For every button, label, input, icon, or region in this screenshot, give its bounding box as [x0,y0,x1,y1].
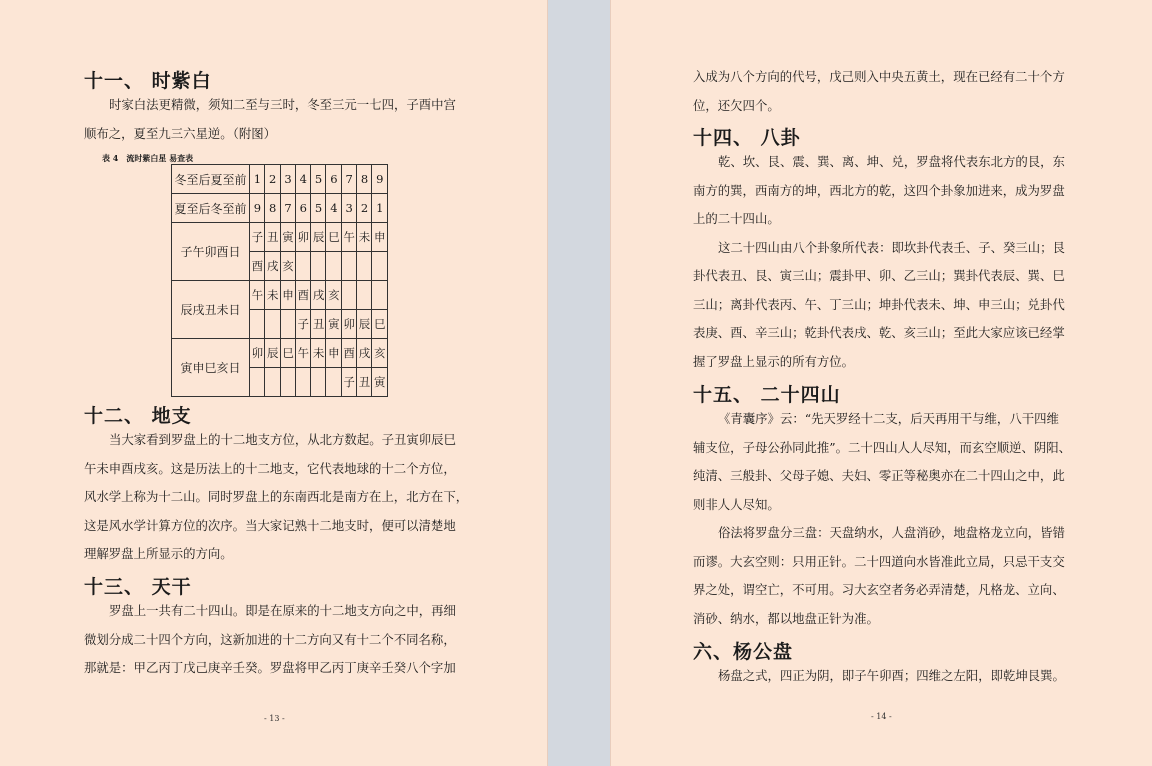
table-cell: 戌 [357,339,372,368]
table-row [172,223,388,252]
table-cell: 未 [265,281,280,310]
table-cell: 辰 [311,223,326,252]
table-cell: 2 [357,194,372,223]
table-cell [250,310,265,339]
table-cell [326,252,341,281]
text-line: 乾、坎、艮、震、巽、离、坤、兑，罗盘将代表东北方的艮，东 [718,154,1065,169]
table-cell: 子 [295,310,310,339]
table-cell: 丑 [311,310,326,339]
section-15-heading: 十五、 二十四山 [693,384,841,406]
row-header: 辰戌丑未日 [172,281,250,339]
section-15-text [693,405,1071,633]
table-row [172,165,388,194]
table-cell: 1 [372,194,387,223]
table-cell: 9 [372,165,387,194]
table-cell: 寅 [372,368,387,397]
table-cell [372,281,387,310]
text-line: 表庚、酉、辛三山；乾卦代表戌、乾、亥三山；至此大家应该已经掌 [693,325,1065,340]
table-cell: 午 [250,281,265,310]
text-line: 《青囊序》云：“先天罗经十二支，后天再用干与维，八干四维 [718,411,1059,426]
table-cell [295,368,310,397]
table-row [172,281,388,310]
table-cell: 巳 [280,339,295,368]
table-cell: 申 [280,281,295,310]
table-cell: 亥 [372,339,387,368]
table-cell: 6 [295,194,310,223]
table-cell [265,368,280,397]
table-cell: 5 [311,165,326,194]
table-cell: 7 [280,194,295,223]
text-line: 这是风水学计算方位的次序。当大家记熟十二地支时，便可以清楚地 [84,517,456,533]
section-16-text [693,662,1065,691]
table-cell [372,252,387,281]
table-cell [341,252,356,281]
table-cell: 辰 [357,310,372,339]
table-cell: 8 [357,165,372,194]
table-cell: 子 [341,368,356,397]
text-line: 风水学上称为十二山。同时罗盘上的东南西北是南方在上，北方在下， [84,489,469,504]
table-cell [311,252,326,281]
table-cell: 寅 [326,310,341,339]
text-line: 辅支位，子母公孙同此推”。二十四山人人尽知，而玄空顺逆、阴阳、 [693,439,1072,455]
table-cell [341,281,356,310]
section-13-heading: 十三、 天干 [84,576,192,598]
table-cell: 酉 [250,252,265,281]
text-line: 则非人人尽知。 [693,496,780,512]
table-cell [295,252,310,281]
section-12-heading: 十二、 地支 [84,405,192,427]
row-header: 寅申巳亥日 [172,339,250,397]
text-line: 理解罗盘上所显示的方向。 [84,546,233,561]
table-cell: 1 [250,165,265,194]
text-line: 俗法将罗盘分三盘：天盘纳水，人盘消砂，地盘格龙立向，皆错 [718,525,1065,540]
text-line: 消砂、纳水，都以地盘正针为准。 [693,610,879,626]
section-12-text [84,426,468,569]
row-header: 冬至后夏至前 [172,165,250,194]
table-cell: 申 [372,223,387,252]
table-row [172,339,388,368]
purple-white-star-table [171,164,388,397]
table-cell: 酉 [295,281,310,310]
text-line: 卦代表丑、艮、寅三山；震卦甲、卯、乙三山；巽卦代表辰、巽、巳 [693,268,1065,283]
page-13 [0,0,548,766]
table-cell: 午 [295,339,310,368]
text-line: 这二十四山由八个卦象所代表：即坎卦代表壬、子、癸三山；艮 [718,239,1065,255]
section-16-heading: 六、杨公盘 [693,641,794,663]
table-cell: 申 [326,339,341,368]
page-number: - 13 - [264,714,285,723]
table-cell: 7 [341,165,356,194]
table-cell: 寅 [280,223,295,252]
page-number: - 14 - [871,712,892,721]
page-14 [610,0,1152,766]
row-header: 子午卯酉日 [172,223,250,281]
text-line: 当大家看到罗盘上的十二地支方位，从北方数起。子丑寅卯辰巳 [109,432,456,447]
section-11-heading: 十一、 时紫白 [84,70,212,92]
table-cell: 巳 [372,310,387,339]
text-line: 入成为八个方向的代号，戊己则入中央五黄土，现在已经有二十个方 [693,69,1065,84]
table-cell: 亥 [280,252,295,281]
table-cell: 8 [265,194,280,223]
table-cell [250,368,265,397]
table-cell: 戌 [265,252,280,281]
table-cell: 巳 [326,223,341,252]
text-line: 微划分成二十四个方向，这新加进的十二方向又有十二个不同名称， [84,631,456,647]
table-cell: 卯 [295,223,310,252]
table-cell: 午 [341,223,356,252]
table-cell: 3 [280,165,295,194]
section-14-heading: 十四、 八卦 [693,127,801,149]
table-cell: 辰 [265,339,280,368]
table-cell: 4 [326,194,341,223]
table-cell [357,281,372,310]
table-cell: 卯 [250,339,265,368]
table-cell [311,368,326,397]
table-cell: 酉 [341,339,356,368]
page-gap [548,0,610,766]
table-cell: 子 [250,223,265,252]
text-line: 三山；离卦代表丙、午、丁三山；坤卦代表未、坤、申三山；兑卦代 [693,296,1065,312]
text-line: 上的二十四山。 [693,211,780,226]
table-cell: 亥 [326,281,341,310]
table-cell: 丑 [357,368,372,397]
table-caption: 表 4 流时紫白星 易查表 [102,153,194,163]
text-line: 而谬。大玄空则：只用正针。二十四道向水皆准此立局，只忌干支交 [693,553,1065,569]
text-line: 位，还欠四个。 [693,97,780,113]
table-cell [280,310,295,339]
table-cell [265,310,280,339]
table-cell: 卯 [341,310,356,339]
section-14-text [693,148,1065,376]
text-line: 顺布之，夏至九三六星逆。（附图） [84,125,277,141]
table-cell [357,252,372,281]
text-line: 纯清、三般卦、父母子媳、夫妇、零正等秘奥亦在二十四山之中，此 [693,468,1065,483]
table-cell: 3 [341,194,356,223]
text-line: 南方的巽，西南方的坤，西北方的乾，这四个卦象加进来，成为罗盘 [693,182,1065,198]
table-cell: 2 [265,165,280,194]
table-cell: 6 [326,165,341,194]
table-cell: 未 [357,223,372,252]
text-line: 午未申酉戌亥。这是历法上的十二地支，它代表地球的十二个方位， [84,460,456,476]
table-cell: 5 [311,194,326,223]
text-line: 握了罗盘上显示的所有方位。 [693,353,855,369]
continued-text [693,63,1065,120]
text-line: 杨盘之式，四正为阴，即子午卯酉；四维之左阳，即乾坤艮巽。 [718,668,1065,683]
row-header: 夏至后冬至前 [172,194,250,223]
table-row [172,194,388,223]
section-11-text [84,91,456,148]
table-cell: 丑 [265,223,280,252]
table-cell: 未 [311,339,326,368]
text-line: 时家白法更精微，须知二至与三时，冬至三元一七四，子酉中宫 [109,97,456,112]
table-cell [280,368,295,397]
table-cell: 4 [295,165,310,194]
table-cell [326,368,341,397]
text-line: 罗盘上一共有二十四山。即是在原来的十二地支方向之中，再细 [109,603,456,618]
text-line: 那就是：甲乙丙丁戊己庚辛壬癸。罗盘将甲乙丙丁庚辛壬癸八个字加 [84,660,456,675]
table-cell: 戌 [311,281,326,310]
table-cell: 9 [250,194,265,223]
text-line: 界之处，谓空亡，不可用。习大玄空者务必弄清楚，凡格龙、立向、 [693,582,1065,597]
section-13-text [84,597,456,683]
